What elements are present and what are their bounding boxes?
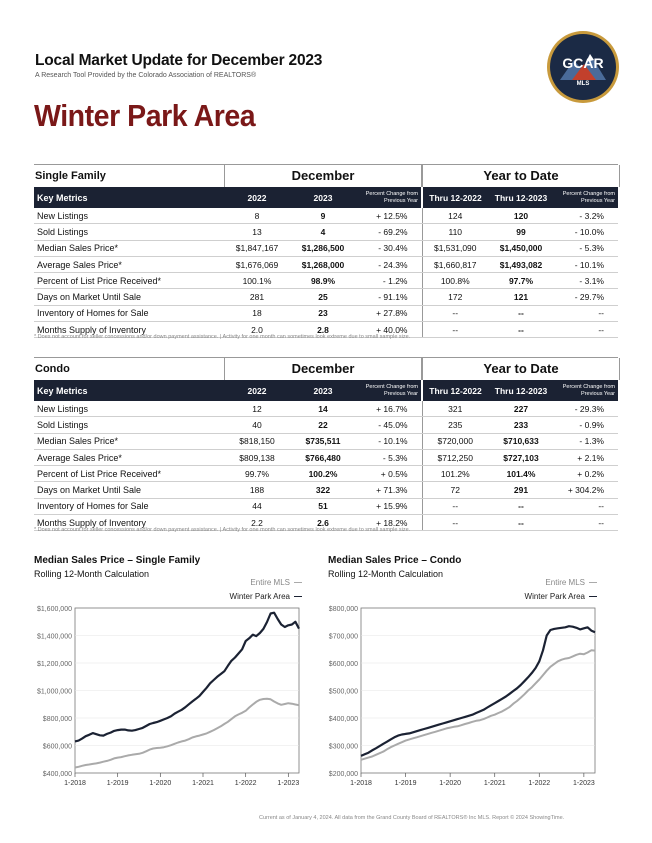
x-tick-label: 1-2020 [439,780,462,787]
legend-swatch [294,596,302,597]
chart-title-condo: Median Sales Price – Condo [328,555,462,566]
page-subtitle: A Research Tool Provided by the Colorado Association of REALTORS® [35,72,257,79]
ytd-pct-change-cell: -- [554,515,618,531]
legend-swatch [589,582,597,583]
ytd-2022-cell: $720,000 [422,433,488,449]
table-row [34,256,618,272]
col-2023: 2023 [290,380,356,401]
month-2023-cell: 98.9% [290,273,356,289]
col-key-metrics: Key Metrics [34,187,224,208]
month-2022-cell: 2.2 [224,515,290,531]
month-2023-cell: 51 [290,498,356,514]
col-ytd-pct-change: Percent Change from Previous Year [554,380,618,401]
metric-cell: Average Sales Price* [34,449,224,465]
y-tick-label: $800,000 [328,606,358,613]
legend-entire-mls-sf [200,578,302,587]
metric-cell: Median Sales Price* [34,240,224,256]
y-tick-label: $600,000 [328,661,358,668]
condo-section [34,357,618,531]
month-2023-cell: 2.6 [290,515,356,531]
month-pct-change-cell: - 91.1% [356,289,422,305]
month-pct-change-cell: - 1.2% [356,273,422,289]
metric-cell: Percent of List Price Received* [34,466,224,482]
col-thru-2023: Thru 12-2023 [488,187,554,208]
x-tick-label: 1-2021 [483,780,506,787]
ytd-pct-change-cell: - 10.1% [554,256,618,272]
group-december: December [224,358,422,380]
ytd-2023-cell: 99 [488,224,554,240]
legend-label: Entire MLS [250,578,290,587]
chart-title-single-family: Median Sales Price – Single Family [34,555,201,566]
legend-label: Winter Park Area [524,592,585,601]
condo-table [34,380,618,531]
legend-label: Winter Park Area [229,592,290,601]
gcar-logo [546,30,620,104]
col-2022: 2022 [224,187,290,208]
table-row [34,305,618,321]
ytd-2023-cell: 120 [488,208,554,224]
month-2022-cell: $1,676,069 [224,256,290,272]
col-thru-2023: Thru 12-2023 [488,380,554,401]
month-2023-cell: $766,480 [290,449,356,465]
ytd-pct-change-cell: - 5.3% [554,240,618,256]
col-key-metrics: Key Metrics [34,380,224,401]
x-tick-label: 1-2022 [234,780,257,787]
y-tick-label: $800,000 [42,716,72,723]
col-2022: 2022 [224,380,290,401]
month-2023-cell: 4 [290,224,356,240]
table-row [34,240,618,256]
col-2023: 2023 [290,187,356,208]
ytd-2022-cell: 72 [422,482,488,498]
page-footer: Current as of January 4, 2024. All data from the Grand County Board of REALTORS® Inc MLS. Report © 2024 ShowingTime. [259,815,565,821]
chart-subtitle-single-family: Rolling 12-Month Calculation [34,569,150,579]
metric-cell: Sold Listings [34,417,224,433]
metric-cell: New Listings [34,208,224,224]
ytd-pct-change-cell: -- [554,305,618,321]
ytd-pct-change-cell: + 2.1% [554,449,618,465]
ytd-pct-change-cell: - 29.3% [554,401,618,417]
chart-condo [316,600,606,795]
ytd-2023-cell: 121 [488,289,554,305]
legend-label: Entire MLS [545,578,585,587]
ytd-2022-cell: $1,531,090 [422,240,488,256]
month-pct-change-cell: + 15.9% [356,498,422,514]
month-pct-change-cell: - 45.0% [356,417,422,433]
section-name: Single Family [35,170,106,182]
single-family-table [34,187,618,338]
month-2023-cell: 25 [290,289,356,305]
month-pct-change-cell: + 0.5% [356,466,422,482]
month-pct-change-cell: + 12.5% [356,208,422,224]
col-thru-2022: Thru 12-2022 [422,380,488,401]
ytd-2023-cell: 227 [488,401,554,417]
y-tick-label: $1,600,000 [36,606,72,613]
ytd-2022-cell: $712,250 [422,449,488,465]
month-2022-cell: 2.0 [224,322,290,338]
ytd-pct-change-cell: + 0.2% [554,466,618,482]
table-row [34,417,618,433]
ytd-2022-cell: -- [422,305,488,321]
ytd-2023-cell: 101.4% [488,466,554,482]
ytd-2023-cell: $1,450,000 [488,240,554,256]
y-tick-label: $400,000 [328,716,358,723]
ytd-pct-change-cell: - 3.1% [554,273,618,289]
chart-single-family [20,600,310,795]
y-tick-label: $1,400,000 [36,633,72,641]
month-2023-cell: $1,286,500 [290,240,356,256]
table-row [34,449,618,465]
month-2022-cell: $1,847,167 [224,240,290,256]
col-ytd-pct-change: Percent Change from Previous Year [554,187,618,208]
ytd-2022-cell: $1,660,817 [422,256,488,272]
ytd-2023-cell: -- [488,322,554,338]
ytd-2022-cell: 100.8% [422,273,488,289]
table-row [34,224,618,240]
table-row [34,482,618,498]
ytd-2023-cell: $1,493,082 [488,256,554,272]
month-pct-change-cell: + 16.7% [356,401,422,417]
month-2023-cell: 14 [290,401,356,417]
month-pct-change-cell: + 27.8% [356,305,422,321]
area-title: Winter Park Area [34,98,256,133]
ytd-2023-cell: -- [488,498,554,514]
ytd-2022-cell: 101.2% [422,466,488,482]
ytd-pct-change-cell: -- [554,498,618,514]
metric-cell: New Listings [34,401,224,417]
month-2023-cell: 9 [290,208,356,224]
month-2022-cell: $818,150 [224,433,290,449]
month-2022-cell: 8 [224,208,290,224]
col-pct-change: Percent Change from Previous Year [356,380,422,401]
ytd-2022-cell: 110 [422,224,488,240]
ytd-pct-change-cell: + 304.2% [554,482,618,498]
month-pct-change-cell: - 10.1% [356,433,422,449]
month-2023-cell: 322 [290,482,356,498]
logo-text: GCAR [562,55,604,71]
group-ytd: Year to Date [422,358,620,380]
month-pct-change-cell: + 18.2% [356,515,422,531]
metric-cell: Median Sales Price* [34,433,224,449]
metric-cell: Days on Market Until Sale [34,482,224,498]
month-2023-cell: 100.2% [290,466,356,482]
metric-cell: Inventory of Homes for Sale [34,305,224,321]
month-pct-change-cell: + 40.0% [356,322,422,338]
ytd-2022-cell: -- [422,498,488,514]
single-family-section [34,164,618,338]
metric-cell: Percent of List Price Received* [34,273,224,289]
table-row [34,433,618,449]
group-december: December [224,165,422,187]
month-2022-cell: 18 [224,305,290,321]
single-family-header [34,164,618,187]
month-2022-cell: 188 [224,482,290,498]
ytd-2023-cell: 233 [488,417,554,433]
x-tick-label: 1-2023 [572,780,595,787]
y-tick-label: $400,000 [42,771,72,778]
y-tick-label: $300,000 [328,743,358,751]
chart-subtitle-condo: Rolling 12-Month Calculation [328,569,444,579]
x-tick-label: 1-2019 [394,780,417,787]
footnote-single-family: * Does not account for seller concessions and/or down payment assistance. | Activity for one month can sometimes look extreme due to small sample size. [34,334,411,340]
table-row [34,208,618,224]
ytd-2023-cell: 97.7% [488,273,554,289]
y-tick-label: $1,000,000 [36,688,72,696]
month-2023-cell: $735,511 [290,433,356,449]
table-header-row [34,187,618,208]
ytd-2023-cell: -- [488,515,554,531]
y-tick-label: $200,000 [328,771,358,778]
x-tick-label: 1-2022 [528,780,551,787]
y-tick-label: $700,000 [328,633,358,641]
ytd-2022-cell: 172 [422,289,488,305]
month-2023-cell: 23 [290,305,356,321]
x-tick-label: 1-2021 [192,780,214,787]
month-2022-cell: 12 [224,401,290,417]
metric-cell: Months Supply of Inventory [34,322,224,338]
group-ytd: Year to Date [422,165,620,187]
ytd-2022-cell: 235 [422,417,488,433]
month-pct-change-cell: - 5.3% [356,449,422,465]
legend-swatch [294,582,302,583]
logo-subtext: MLS [576,81,590,87]
month-pct-change-cell: + 71.3% [356,482,422,498]
ytd-pct-change-cell: -- [554,322,618,338]
ytd-2023-cell: -- [488,305,554,321]
x-tick-label: 1-2023 [277,780,300,787]
ytd-2022-cell: -- [422,322,488,338]
ytd-2022-cell: 321 [422,401,488,417]
legend-swatch [589,596,597,597]
table-row [34,401,618,417]
month-pct-change-cell: - 30.4% [356,240,422,256]
ytd-2023-cell: 291 [488,482,554,498]
month-2022-cell: 44 [224,498,290,514]
ytd-pct-change-cell: - 10.0% [554,224,618,240]
table-row [34,498,618,514]
month-2023-cell: 2.8 [290,322,356,338]
x-tick-label: 1-2019 [106,780,129,787]
section-name: Condo [35,363,70,375]
ytd-pct-change-cell: - 29.7% [554,289,618,305]
ytd-2023-cell: $727,103 [488,449,554,465]
month-2022-cell: 99.7% [224,466,290,482]
y-tick-label: $600,000 [42,743,72,751]
y-tick-label: $500,000 [328,688,358,696]
metric-cell: Days on Market Until Sale [34,289,224,305]
gcar-logo-graphic [546,30,620,104]
col-pct-change: Percent Change from Previous Year [356,187,422,208]
month-pct-change-cell: - 24.3% [356,256,422,272]
x-tick-label: 1-2018 [350,780,372,787]
month-2022-cell: 13 [224,224,290,240]
table-row [34,466,618,482]
ytd-pct-change-cell: - 3.2% [554,208,618,224]
table-header-row [34,380,618,401]
month-2023-cell: 22 [290,417,356,433]
month-2022-cell: $809,138 [224,449,290,465]
table-row [34,273,618,289]
metric-cell: Sold Listings [34,224,224,240]
month-2022-cell: 281 [224,289,290,305]
month-2023-cell: $1,268,000 [290,256,356,272]
month-pct-change-cell: - 69.2% [356,224,422,240]
month-2022-cell: 40 [224,417,290,433]
ytd-2023-cell: $710,633 [488,433,554,449]
ytd-pct-change-cell: - 1.3% [554,433,618,449]
ytd-2022-cell: -- [422,515,488,531]
legend-entire-mls-condo [495,578,597,587]
ytd-2022-cell: 124 [422,208,488,224]
x-tick-label: 1-2018 [64,780,86,787]
footnote-condo: * Does not account for seller concessions and/or down payment assistance. | Activity for one month can sometimes look extreme due to small sample size. [34,527,411,533]
ytd-pct-change-cell: - 0.9% [554,417,618,433]
x-tick-label: 1-2020 [149,780,172,787]
col-thru-2022: Thru 12-2022 [422,187,488,208]
month-2022-cell: 100.1% [224,273,290,289]
metric-cell: Average Sales Price* [34,256,224,272]
table-row [34,289,618,305]
metric-cell: Inventory of Homes for Sale [34,498,224,514]
page-title: Local Market Update for December 2023 [35,52,323,69]
metric-cell: Months Supply of Inventory [34,515,224,531]
condo-header [34,357,618,380]
y-tick-label: $1,200,000 [36,661,72,668]
